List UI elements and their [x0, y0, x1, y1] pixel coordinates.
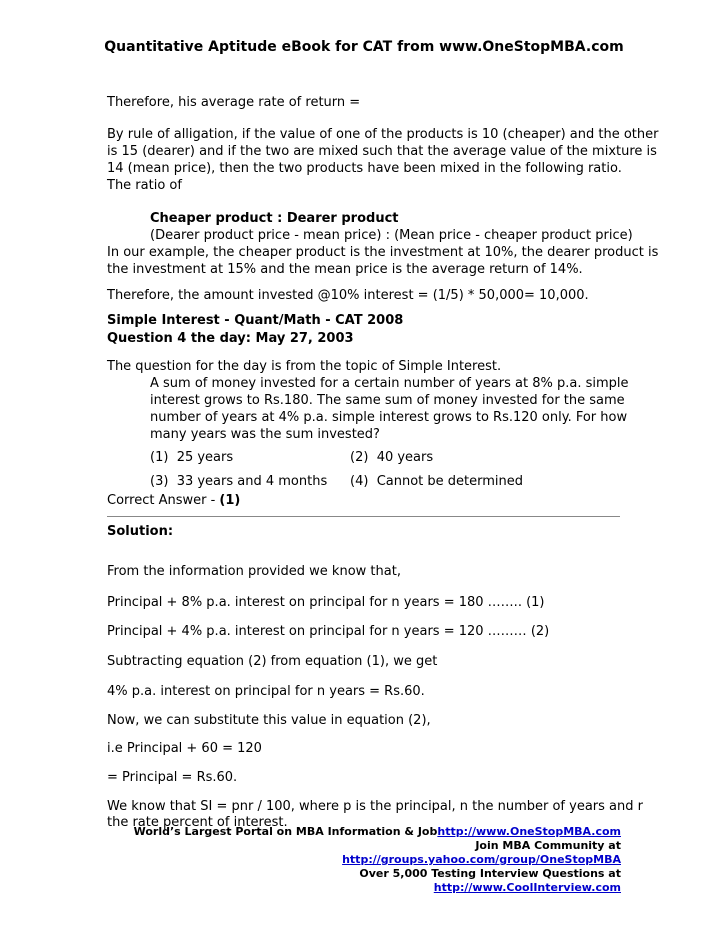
question-title: Question 4 the day: May 27, 2003 — [107, 331, 354, 346]
paragraph-ratio-of: The ratio of — [107, 178, 182, 193]
option-1 — [150, 449, 233, 466]
option-3-number: (3) — [150, 474, 169, 489]
option-1-text: 25 years — [176, 450, 234, 465]
footer-line-4: Over 5,000 Testing Interview Questions at — [359, 867, 621, 880]
option-2 — [350, 449, 433, 466]
paragraph-alligation-line-3: 14 (mean price), then the two products have been mixed in the following ratio. — [107, 161, 622, 176]
correct-answer-label: Correct Answer - — [107, 493, 220, 508]
solution-si-line-1: We know that SI = pnr / 100, where p is the principal, n the number of years and r — [107, 799, 643, 814]
footer-line-5 — [134, 881, 621, 895]
solution-line-principal-eq: i.e Principal + 60 = 120 — [107, 741, 262, 756]
correct-answer-value: (1) — [219, 493, 241, 508]
solution-line-principal-value: = Principal = Rs.60. — [107, 770, 238, 785]
ratio-title: Cheaper product : Dearer product — [150, 211, 399, 226]
paragraph-alligation-line-2: is 15 (dearer) and if the two are mixed such that the average value of the mixture is — [107, 144, 657, 159]
footer — [134, 825, 621, 895]
solution-line-1: From the information provided we know that, — [107, 564, 401, 579]
paragraph-example-line-2: the investment at 15% and the mean price is the average return of 14%. — [107, 262, 583, 277]
ratio-formula: (Dearer product price - mean price) : (Mean price - cheaper product price) — [150, 228, 633, 243]
option-3 — [150, 473, 327, 490]
question-line-2: interest grows to Rs.180. The same sum of money invested for the same — [150, 393, 625, 408]
footer-coolinterview-link[interactable]: http://www.CoolInterview.com — [433, 881, 621, 894]
footer-yahoo-group-link[interactable]: http://groups.yahoo.com/group/OneStopMBA — [342, 853, 621, 866]
footer-line-3 — [134, 853, 621, 867]
solution-equation-1: Principal + 8% p.a. interest on principal for n years = 180 …….. (1) — [107, 595, 545, 610]
paragraph-amount-invested: Therefore, the amount invested @10% interest = (1/5) * 50,000= 10,000. — [107, 288, 589, 303]
solution-title: Solution: — [107, 524, 174, 539]
footer-line-2: Join MBA Community at — [475, 839, 621, 852]
option-2-number: (2) — [350, 450, 369, 465]
solution-si-line-2: the rate percent of interest. — [107, 815, 288, 830]
question-line-4: many years was the sum invested? — [150, 427, 380, 442]
question-line-1: A sum of money invested for a certain number of years at 8% p.a. simple — [150, 376, 629, 391]
footer-portal-text: World’s Largest Portal on MBA Information & Job — [133, 825, 438, 838]
option-4 — [350, 473, 523, 490]
question-intro: The question for the day is from the topic of Simple Interest. — [107, 359, 502, 374]
solution-equation-2: Principal + 4% p.a. interest on principal for n years = 120 ……… (2) — [107, 624, 550, 639]
section-divider — [107, 516, 620, 517]
option-2-text: 40 years — [376, 450, 434, 465]
paragraph-average-return: Therefore, his average rate of return = — [107, 95, 361, 110]
paragraph-example-line-1: In our example, the cheaper product is the investment at 10%, the dearer product is — [107, 245, 659, 260]
option-3-text: 33 years and 4 months — [176, 474, 328, 489]
option-1-number: (1) — [150, 450, 169, 465]
section-title: Simple Interest - Quant/Math - CAT 2008 — [107, 313, 404, 328]
solution-line-interest: 4% p.a. interest on principal for n years = Rs.60. — [107, 684, 425, 699]
solution-line-substitute: Now, we can substitute this value in equation (2), — [107, 713, 431, 728]
option-4-number: (4) — [350, 474, 369, 489]
footer-line-1 — [134, 825, 621, 839]
option-4-text: Cannot be determined — [376, 474, 524, 489]
correct-answer — [107, 492, 240, 509]
paragraph-alligation-line-1: By rule of alligation, if the value of one of the products is 10 (cheaper) and the other — [107, 127, 659, 142]
footer-onestopmba-link[interactable]: http://www.OneStopMBA.com — [437, 825, 621, 838]
question-line-3: number of years at 4% p.a. simple interest grows to Rs.120 only. For how — [150, 410, 628, 425]
page-header: Quantitative Aptitude eBook for CAT from www.OneStopMBA.com — [104, 39, 624, 55]
solution-line-subtract: Subtracting equation (2) from equation (1), we get — [107, 654, 438, 669]
